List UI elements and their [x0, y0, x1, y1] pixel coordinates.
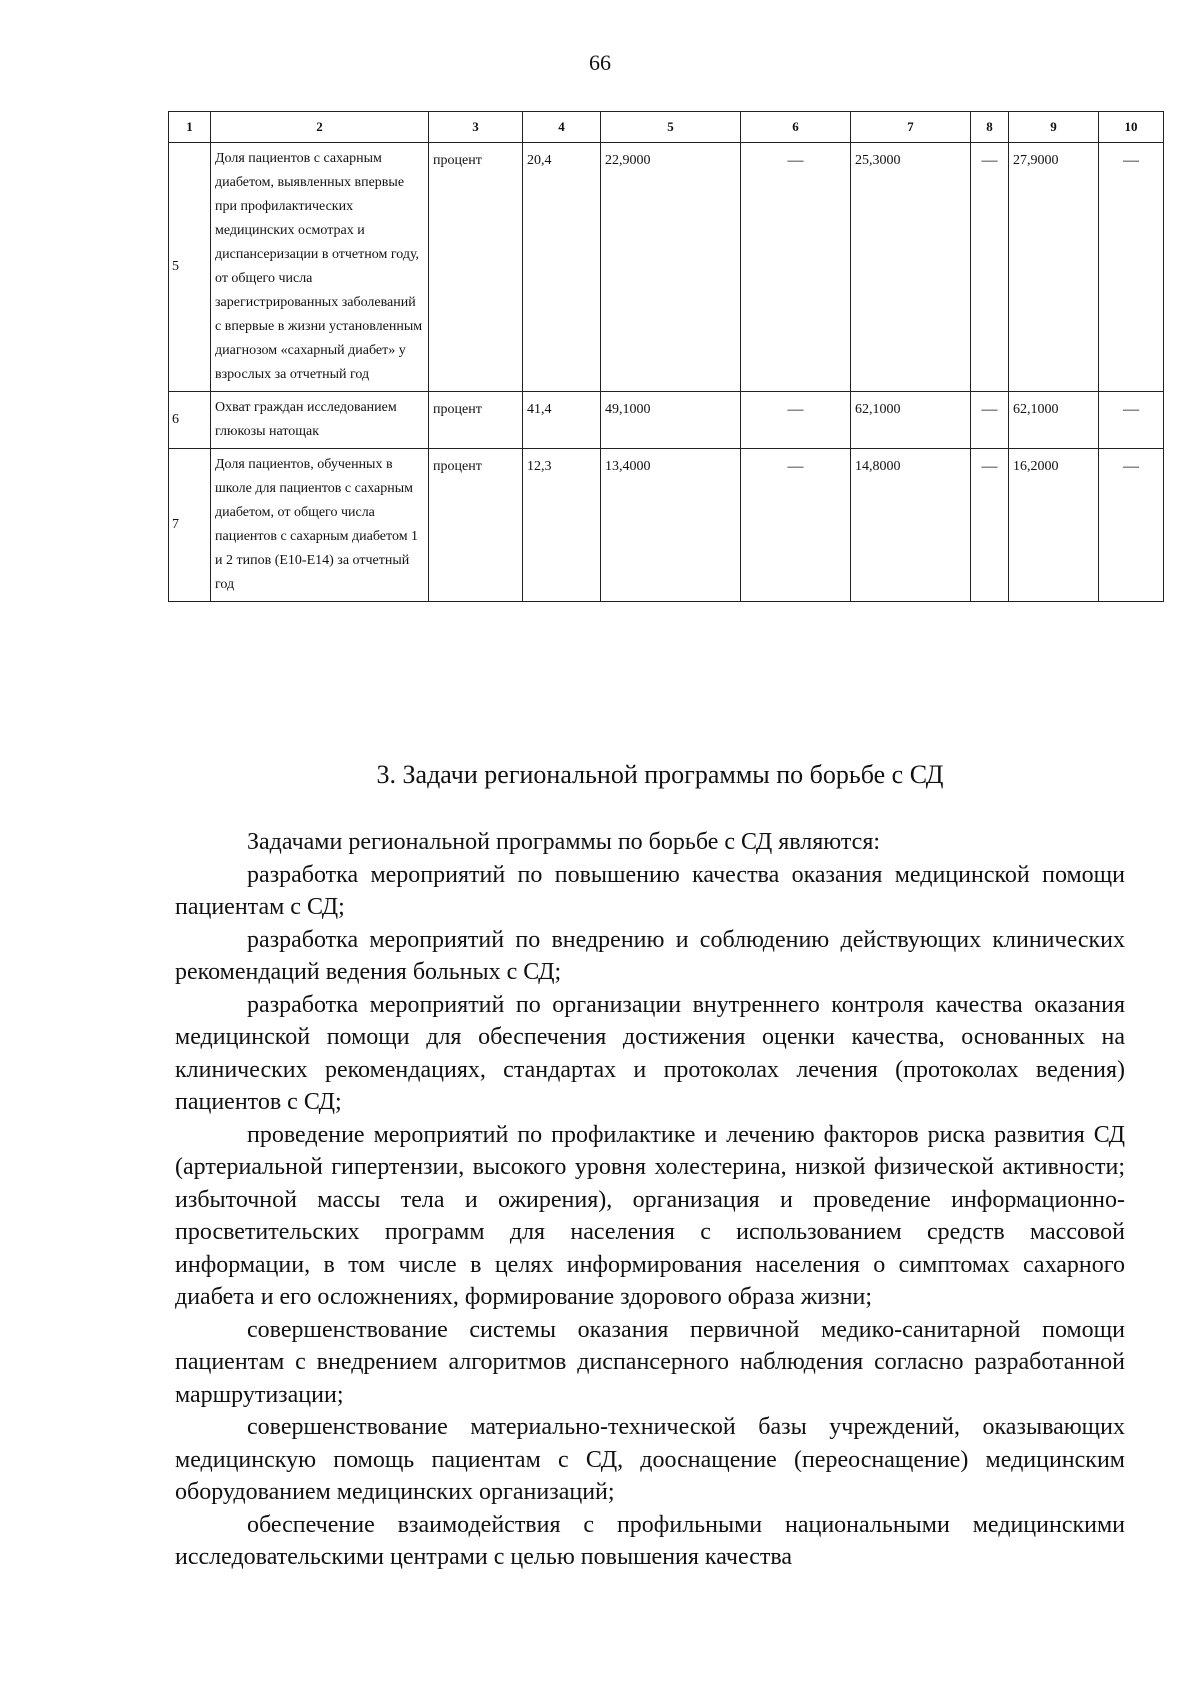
- empty-value-cell: —: [1099, 392, 1164, 449]
- row-number: 5: [169, 143, 211, 392]
- empty-value-cell: —: [971, 143, 1009, 392]
- column-header: 3: [429, 112, 523, 143]
- indicators-table: [168, 111, 1164, 602]
- column-header: 1: [169, 112, 211, 143]
- value-cell: 16,2000: [1009, 449, 1099, 602]
- base-value: 41,4: [523, 392, 601, 449]
- base-value: 12,3: [523, 449, 601, 602]
- base-value: 20,4: [523, 143, 601, 392]
- paragraph: проведение мероприятий по профилактике и лечению факторов риска развития СД (артериальной гипертензии, высокого уровня холестерина, низкой физической активности; избыточной массы тела и ожирения), организация и проведение информационно-просветительских программ для населения с использованием средств массовой информации, в том числе в целях информирования населения о симптомах сахарного диабета и его осложнениях, формирование здорового образа жизни;: [175, 1121, 1125, 1310]
- paragraph: разработка мероприятий по внедрению и соблюдению действующих клинических рекомендаций ведения больных с СД;: [175, 926, 1125, 985]
- value-cell: 22,9000: [601, 143, 741, 392]
- table-header-row: [169, 112, 1164, 143]
- table-row: [169, 392, 1164, 449]
- empty-value-cell: —: [741, 392, 851, 449]
- section-body: [175, 826, 1125, 1574]
- value-cell: 27,9000: [1009, 143, 1099, 392]
- value-cell: 49,1000: [601, 392, 741, 449]
- value-cell: 62,1000: [1009, 392, 1099, 449]
- empty-value-cell: —: [971, 392, 1009, 449]
- column-header: 5: [601, 112, 741, 143]
- empty-value-cell: —: [971, 449, 1009, 602]
- paragraph: разработка мероприятий по повышению качества оказания медицинской помощи пациентам с СД;: [175, 861, 1125, 920]
- paragraph: Задачами региональной программы по борьбе с СД являются:: [247, 829, 881, 855]
- paragraph: обеспечение взаимодействия с профильными национальными медицинскими исследовательскими центрами с целью повышения качества: [175, 1511, 1125, 1570]
- table-row: [169, 449, 1164, 602]
- paragraph: разработка мероприятий по организации внутреннего контроля качества оказания медицинской помощи для обеспечения достижения оценки качества, основанных на клинических рекомендациях, стандартах и протоколах лечения (протоколах ведения) пациентов с СД;: [175, 991, 1125, 1115]
- paragraph: совершенствование системы оказания первичной медико-санитарной помощи пациентам с внедрением алгоритмов диспансерного наблюдения согласно разработанной маршрутизации;: [175, 1316, 1125, 1408]
- value-cell: 25,3000: [851, 143, 971, 392]
- empty-value-cell: —: [741, 143, 851, 392]
- column-header: 9: [1009, 112, 1099, 143]
- column-header: 2: [211, 112, 429, 143]
- indicator-name: Доля пациентов, обученных в школе для пациентов с сахарным диабетом, от общего числа пациентов с сахарным диабетом 1 и 2 типов (E10-E14) за отчетный год: [211, 449, 429, 602]
- column-header: 10: [1099, 112, 1164, 143]
- column-header: 4: [523, 112, 601, 143]
- empty-value-cell: —: [1099, 449, 1164, 602]
- section-heading: 3. Задачи региональной программы по борьбе с СД: [376, 760, 944, 789]
- indicator-name: Охват граждан исследованием глюкозы натощак: [211, 392, 429, 449]
- empty-value-cell: —: [741, 449, 851, 602]
- unit-cell: процент: [429, 449, 523, 602]
- empty-value-cell: —: [1099, 143, 1164, 392]
- column-header: 6: [741, 112, 851, 143]
- column-header: 7: [851, 112, 971, 143]
- row-number: 7: [169, 449, 211, 602]
- unit-cell: процент: [429, 143, 523, 392]
- table-row: [169, 143, 1164, 392]
- row-number: 6: [169, 392, 211, 449]
- page-number: 66: [589, 50, 611, 75]
- column-header: 8: [971, 112, 1009, 143]
- value-cell: 62,1000: [851, 392, 971, 449]
- value-cell: 13,4000: [601, 449, 741, 602]
- unit-cell: процент: [429, 392, 523, 449]
- paragraph: совершенствование материально-технической базы учреждений, оказывающих медицинскую помощь пациентам с СД, дооснащение (переоснащение) медицинским оборудованием медицинских организаций;: [175, 1414, 1125, 1505]
- value-cell: 14,8000: [851, 449, 971, 602]
- indicator-name: Доля пациентов с сахарным диабетом, выявленных впервые при профилактических медицинских осмотрах и диспансеризации в отчетном году, от общего числа зарегистрированных заболеваний с впервые в жизни установленным диагнозом «сахарный диабет» у взрослых за отчетный год: [211, 143, 429, 392]
